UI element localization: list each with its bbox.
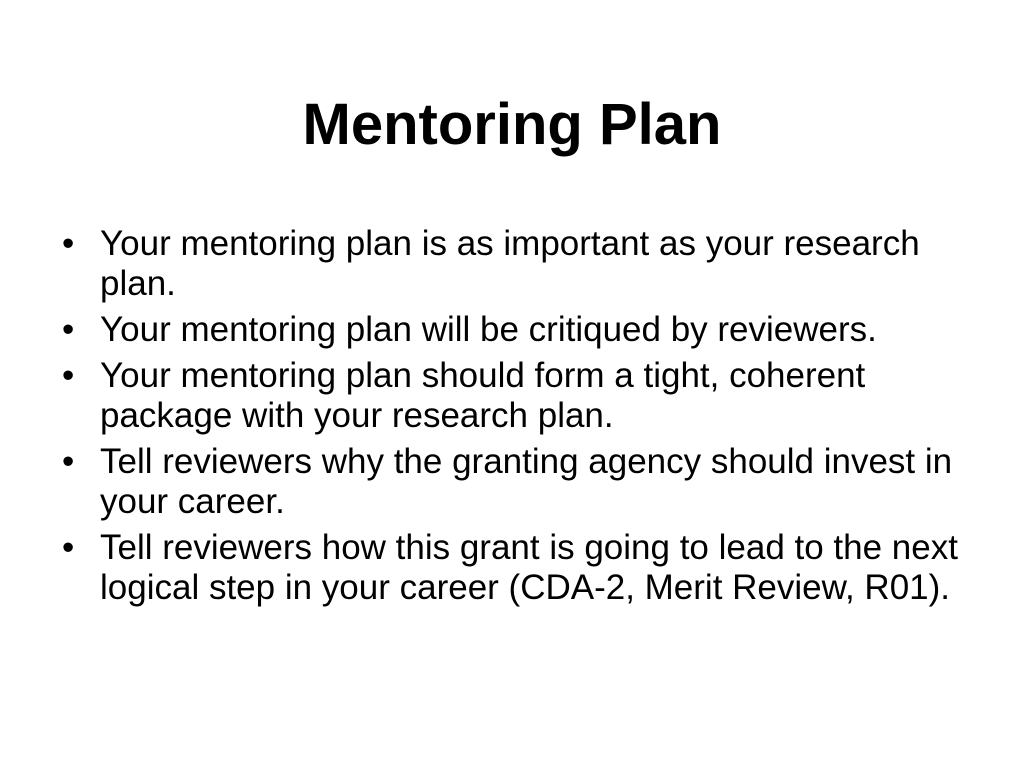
bullet-icon: • xyxy=(62,356,75,395)
bullet-item xyxy=(56,528,976,608)
bullet-item xyxy=(56,224,976,304)
bullet-item xyxy=(56,310,976,350)
bullet-text: Tell reviewers how this grant is going to lead to the next logical step in your career (CDA-2, Merit Review, R01). xyxy=(100,528,958,607)
bullet-text: Your mentoring plan is as important as your research plan. xyxy=(100,224,920,303)
slide-title: Mentoring Plan xyxy=(302,92,722,157)
bullet-text: Tell reviewers why the granting agency should invest in your career. xyxy=(100,442,953,521)
bullet-icon: • xyxy=(62,310,75,349)
bullet-icon: • xyxy=(62,528,75,567)
bullet-text: Your mentoring plan should form a tight, coherent package with your research plan. xyxy=(100,356,866,435)
bullet-icon: • xyxy=(62,442,75,481)
bullet-icon: • xyxy=(62,224,75,263)
bullet-list xyxy=(56,224,976,614)
bullet-text: Your mentoring plan will be critiqued by reviewers. xyxy=(100,310,877,349)
bullet-item xyxy=(56,356,976,436)
bullet-item xyxy=(56,442,976,522)
